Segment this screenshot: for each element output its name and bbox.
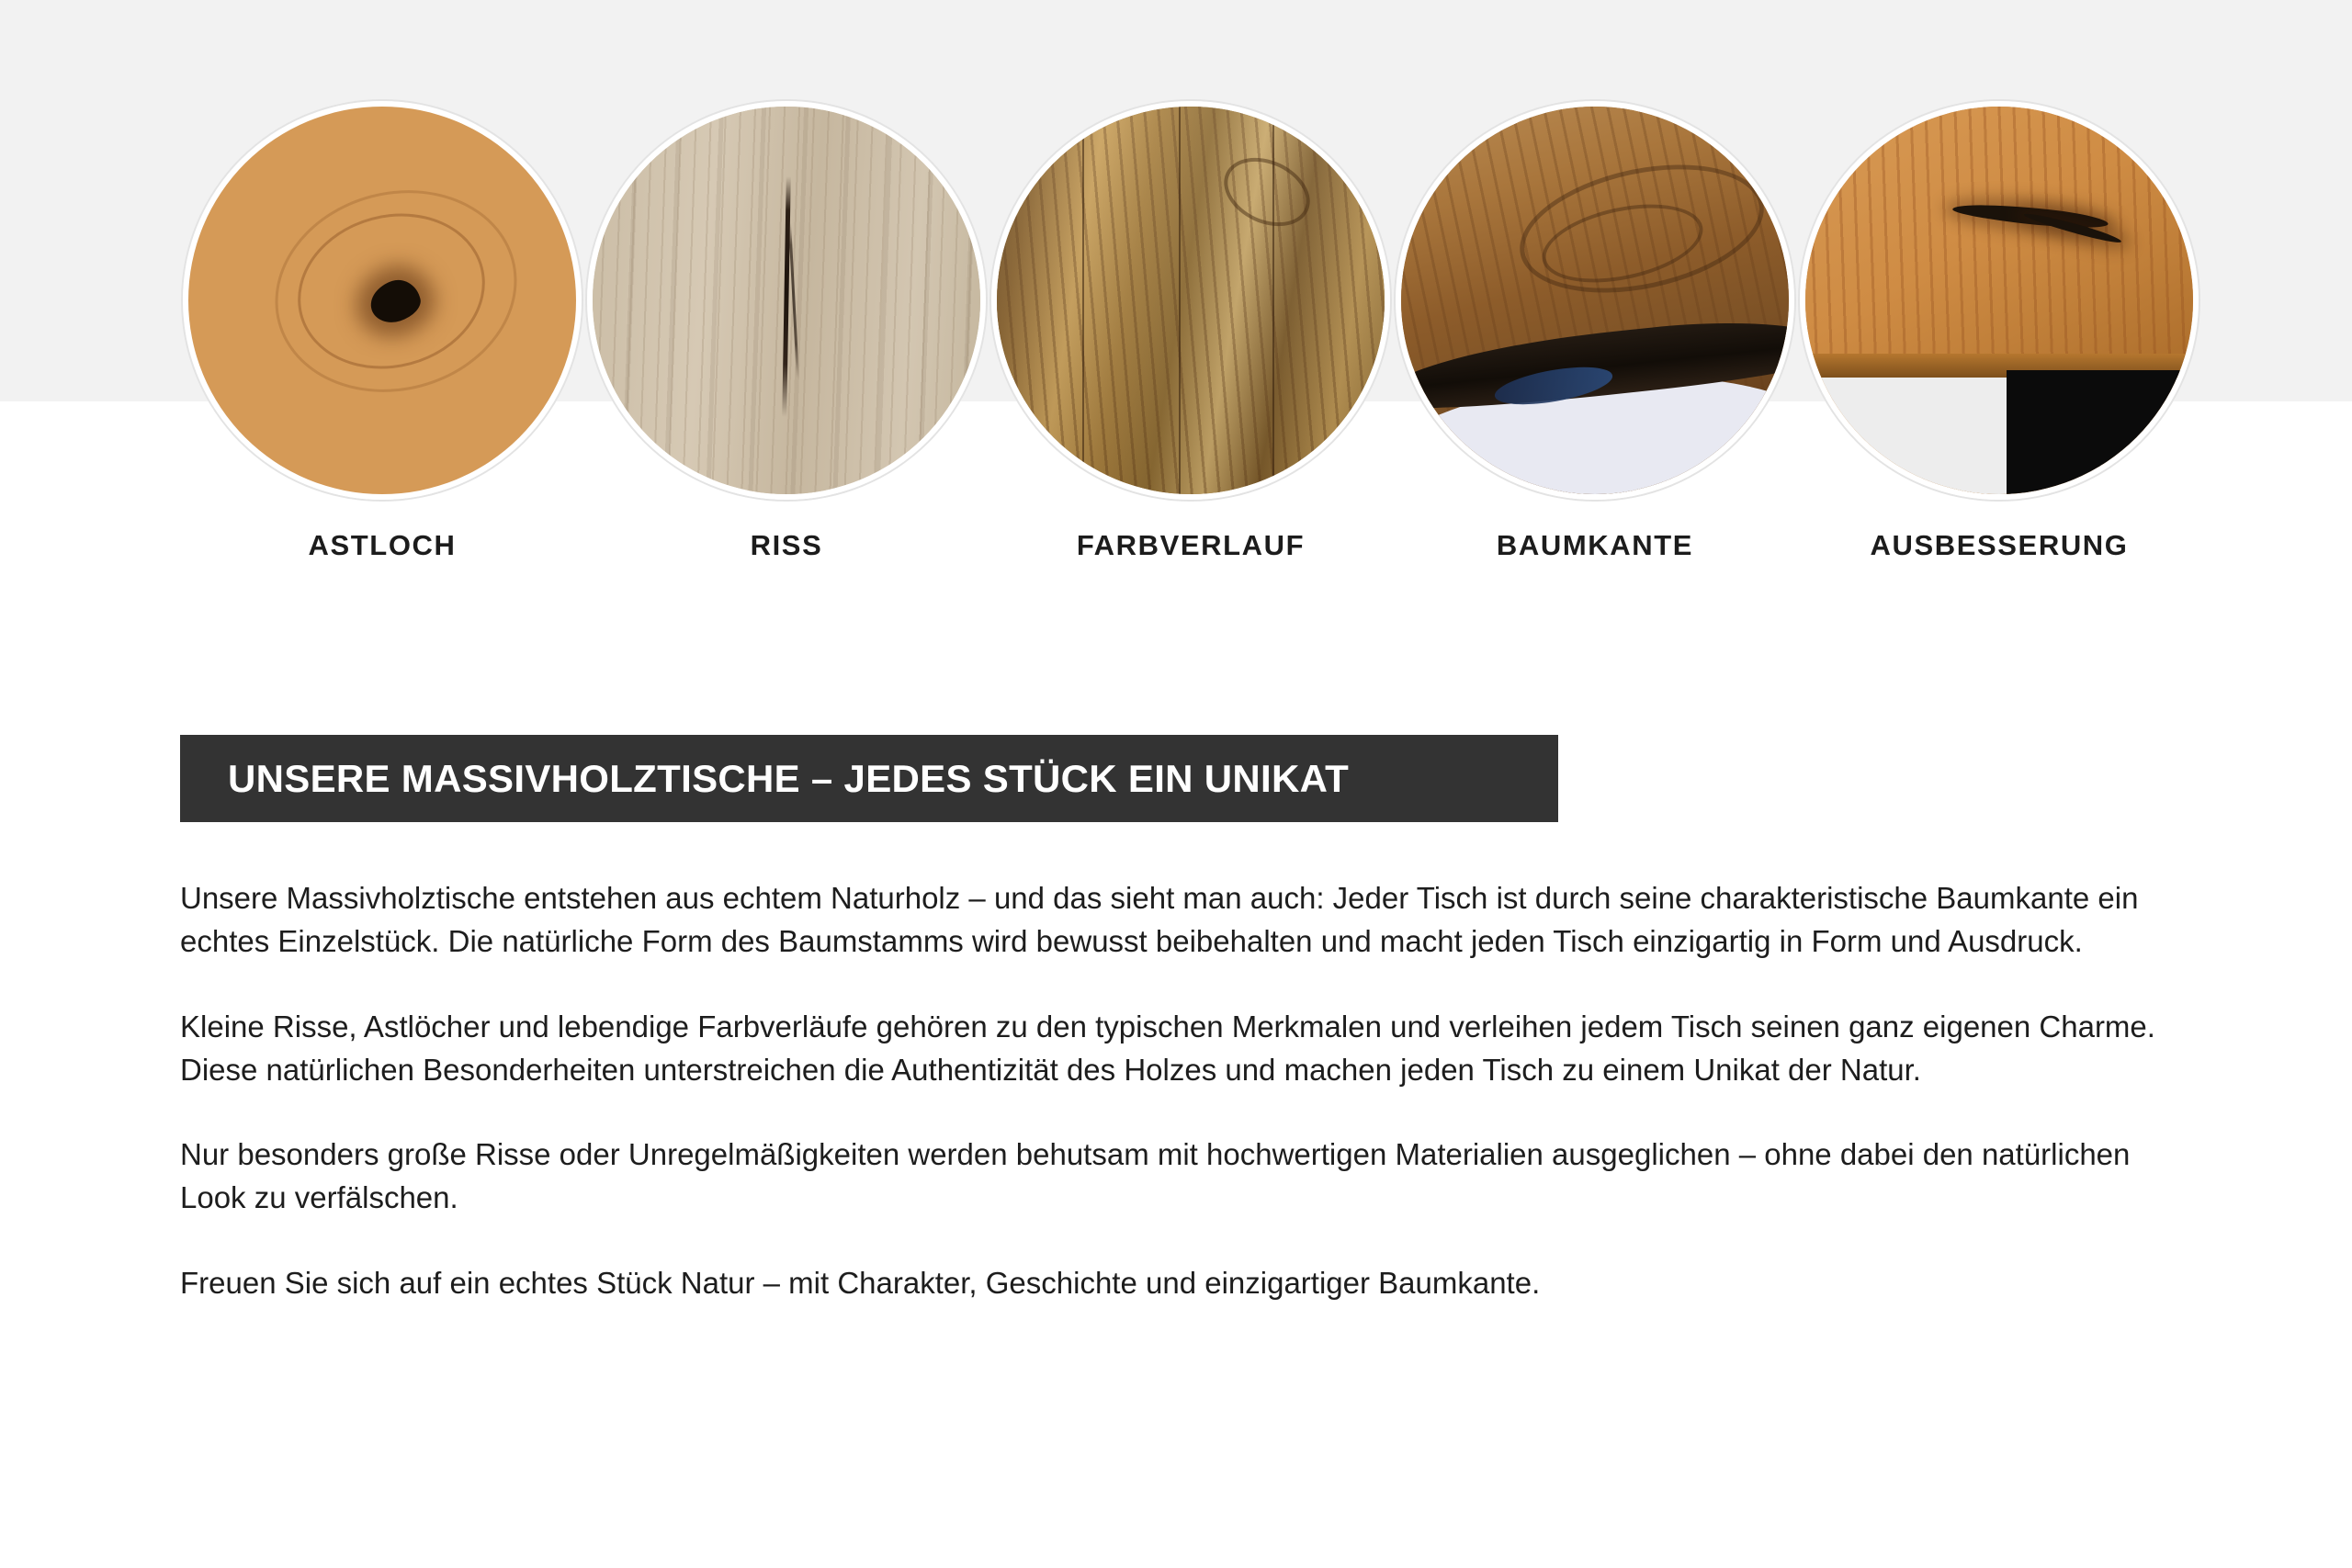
feature-label-riss: RISS — [750, 529, 823, 561]
paragraph-3: Nur besonders große Risse oder Unregelmäßigkeiten werden behutsam mit hochwertigen Materialien ausgeglichen – ohne dabei den natürlichen Look zu verfälschen. — [180, 1137, 2131, 1215]
wood-knot-icon — [183, 101, 582, 500]
feature-item-baumkante — [1393, 101, 1797, 562]
paragraph-4: Freuen Sie sich auf ein echtes Stück Natur – mit Charakter, Geschichte und einzigartiger Baumkante. — [180, 1266, 1541, 1301]
wood-colour-gradient-icon — [991, 101, 1390, 500]
feature-image-wrap-ausbesserung — [1800, 101, 2199, 500]
feature-image-wrap-riss — [587, 101, 986, 500]
wood-feature-row — [180, 101, 2201, 562]
feature-item-ausbesserung — [1797, 101, 2201, 562]
feature-item-farbverlauf — [989, 101, 1393, 562]
feature-item-astloch — [180, 101, 584, 562]
section-headline-bar — [180, 735, 1558, 822]
page-title: UNSERE MASSIVHOLZTISCHE – JEDES STÜCK EIN UNIKAT — [228, 756, 1350, 800]
paragraph-1: Unsere Massivholztische entstehen aus echtem Naturholz – und das sieht man auch: Jeder Tisch ist durch seine charakteristische Baumkante ein echtes Einzelstück. Die natürliche Form des Baumstamms wird bewusst beibehalten und macht jeden Tisch einzigartig in Form und Ausdruck. — [180, 881, 2139, 958]
body-copy — [180, 877, 2192, 1305]
wood-repair-icon — [1800, 101, 2199, 500]
feature-item-riss — [584, 101, 989, 562]
feature-label-baumkante: BAUMKANTE — [1496, 529, 1694, 561]
feature-label-ausbesserung: AUSBESSERUNG — [1870, 529, 2129, 561]
paragraph-2: Kleine Risse, Astlöcher und lebendige Farbverläufe gehören zu den typischen Merkmalen und verleihen jedem Tisch seinen ganz eigenen Charme. Diese natürlichen Besonderheiten unterstreichen die Authentizität des Holzes und machen jeden Tisch zu einem Unikat der Natur. — [180, 1009, 2155, 1087]
feature-image-wrap-baumkante — [1396, 101, 1794, 500]
feature-label-farbverlauf: FARBVERLAUF — [1076, 529, 1306, 561]
feature-image-wrap-astloch — [183, 101, 582, 500]
feature-label-astloch: ASTLOCH — [308, 529, 457, 561]
wood-crack-icon — [587, 101, 986, 500]
feature-image-wrap-farbverlauf — [991, 101, 1390, 500]
wood-live-edge-icon — [1396, 101, 1794, 500]
